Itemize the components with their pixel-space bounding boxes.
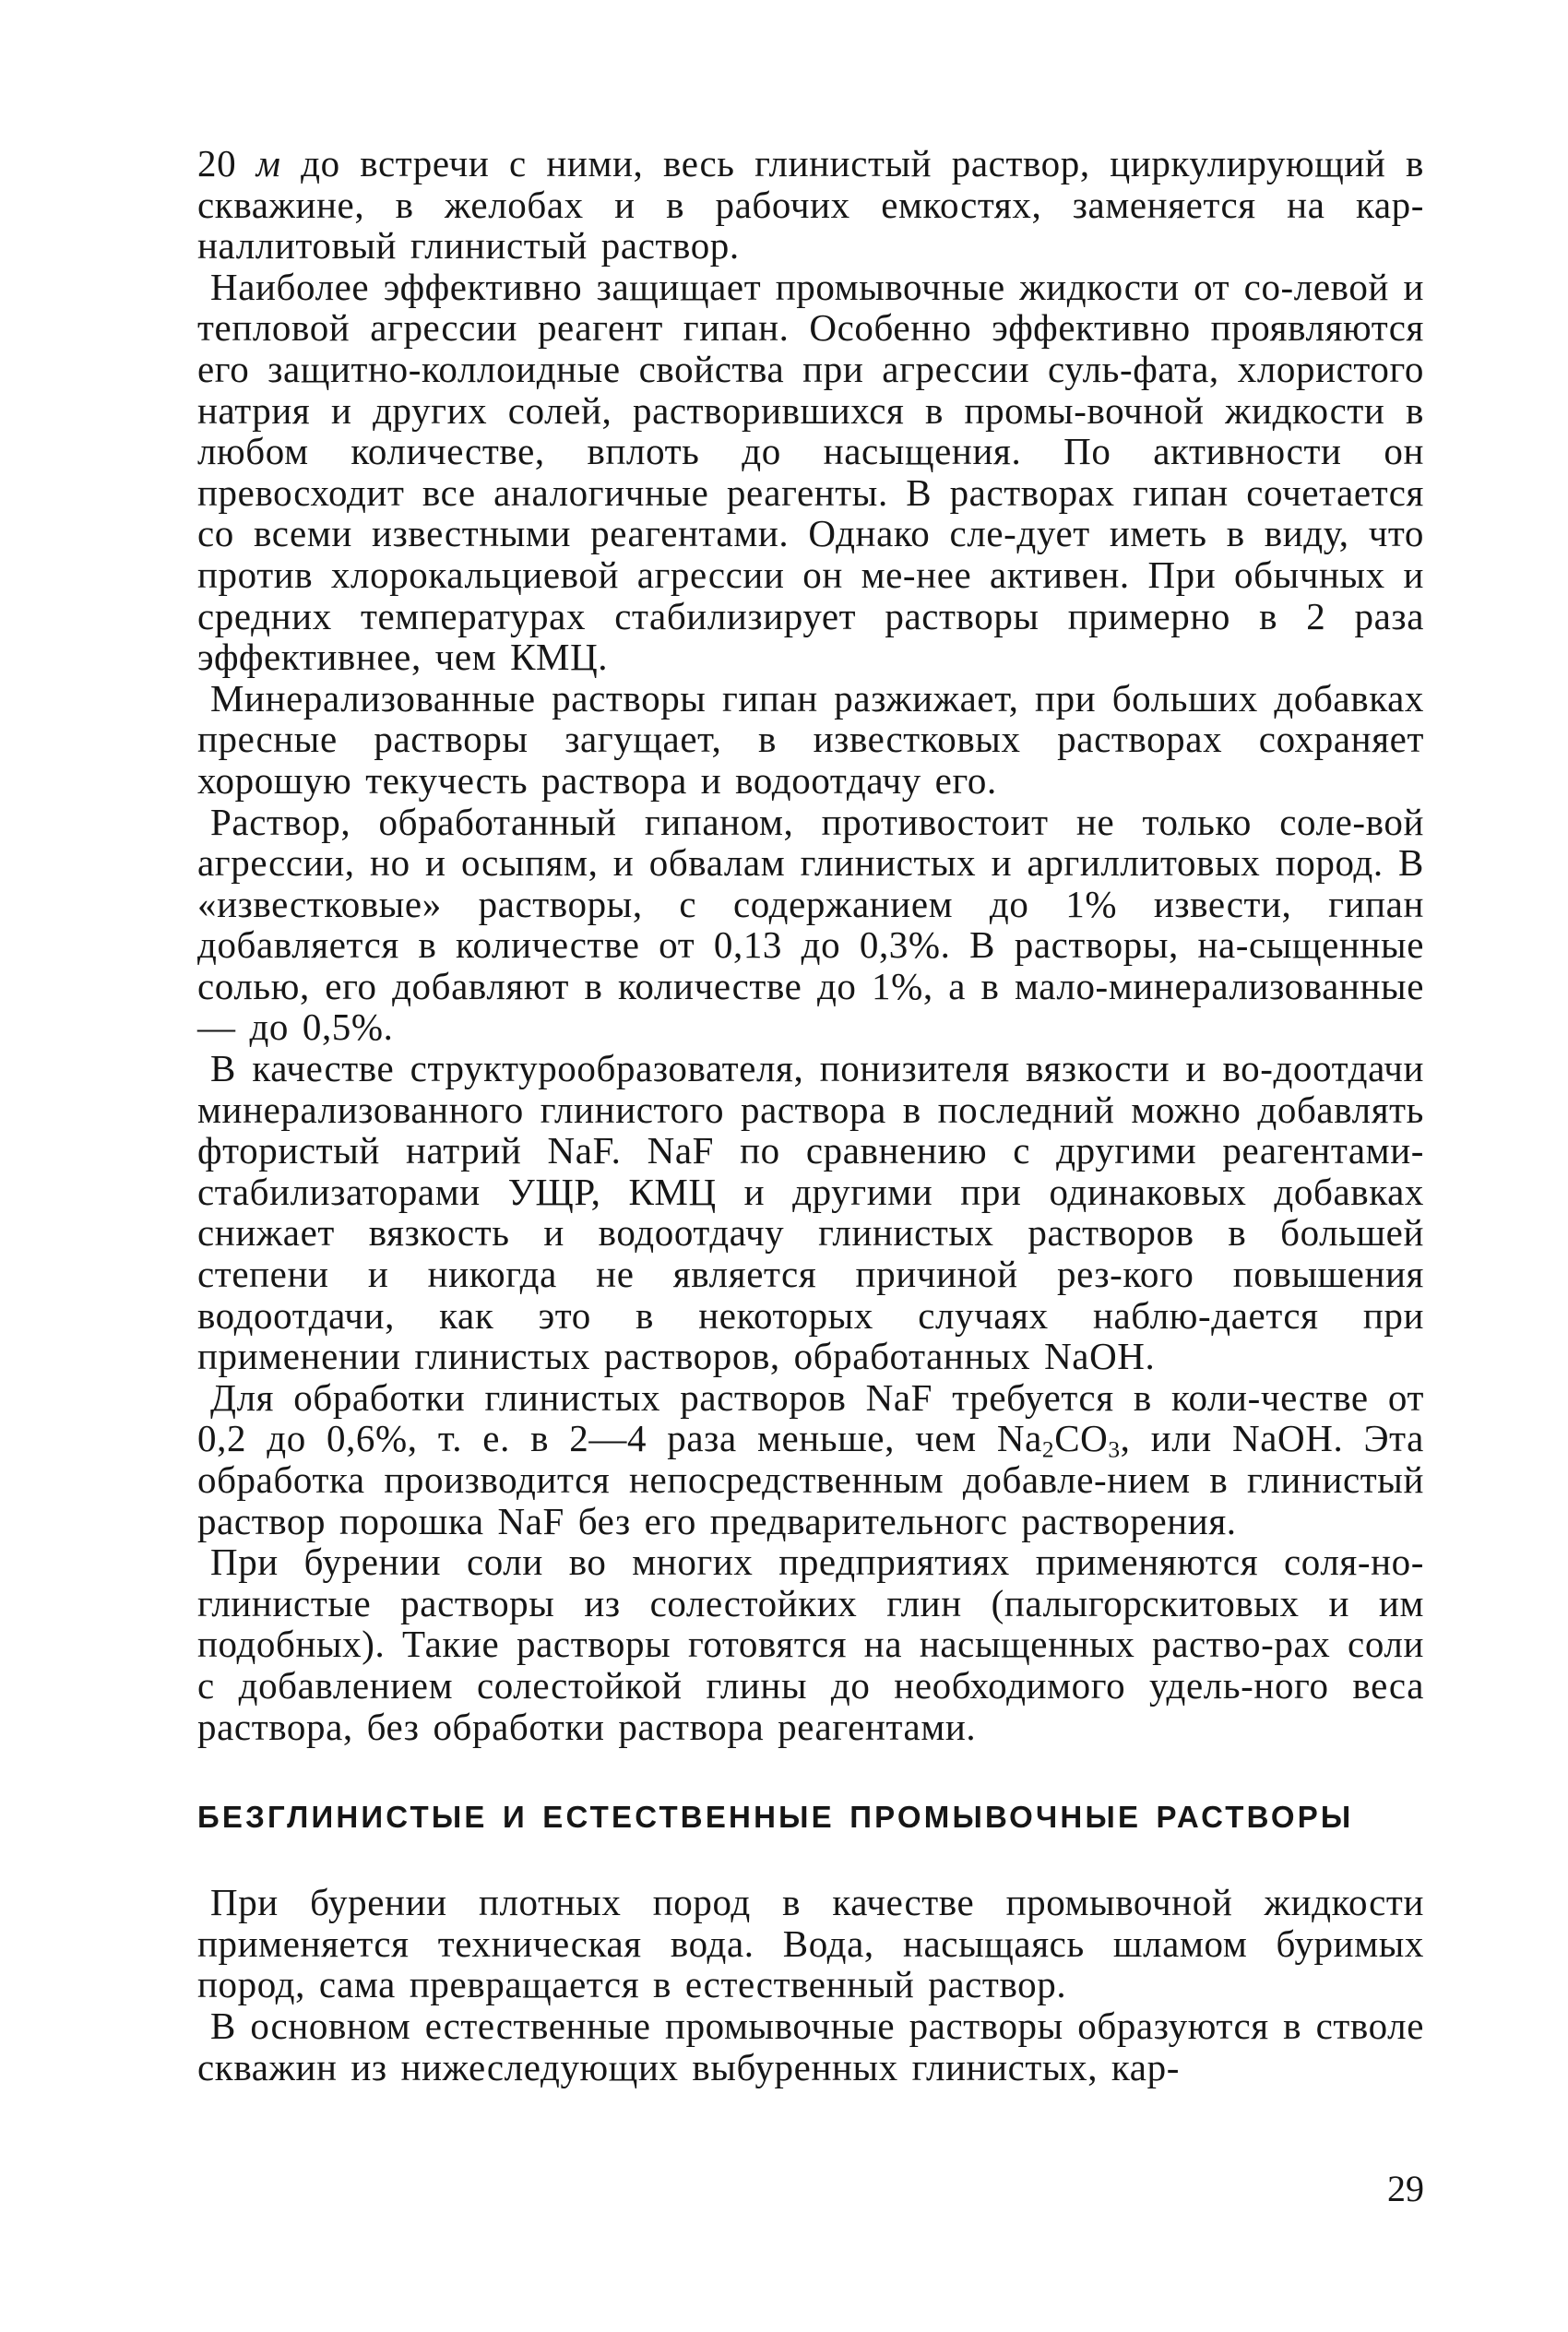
paragraph: [197, 1048, 1424, 1377]
page-body: [197, 143, 1424, 2088]
text-run: В основном естественные промывочные растворы образуются в стволе скважин из нижеследующих выбуренных глинистых, кар-: [197, 2004, 1424, 2088]
text-run: Для обработки глинистых растворов NaF требуется в коли-честве от 0,2 до 0,6%, т. е. в 2—4 раза меньше, чем Na: [197, 1375, 1424, 1460]
text-run: 20: [197, 142, 256, 184]
paragraph: [197, 2005, 1424, 2088]
text-run: БЕЗГЛИНИСТЫЕ И ЕСТЕСТВЕННЫЕ ПРОМЫВОЧНЫЕ РАСТВОРЫ: [197, 1800, 1354, 1835]
text-run: В качестве структурообразователя, понизителя вязкости и во-доотдачи минерализованного глинистого раствора в последний можно добавлять фтористый натрий NaF. NaF по сравнению с другими реагентами-стабилизаторами УЩР, КМЦ и другими при одинаковых добавках снижает вязкость и водоотдачу глинистых растворов в большей степени и никогда не является причиной рез-кого повышения водоотдачи, как это в некоторых случаях наблю-дается при применении глинистых растворов, обработанных NaOH.: [197, 1047, 1424, 1378]
section-heading: [197, 1797, 1424, 1838]
text-run: , или NaOH. Эта обработка производится непосредственным добавле-нием в глинистый раствор порошка NaF без его предварительногс растворения.: [197, 1417, 1424, 1542]
text-run: При бурении плотных пород в качестве промывочной жидкости применяется техническая вода. Вода, насыщаясь шламом буримых пород, сама превращается в естественный раствор.: [197, 1881, 1424, 2006]
paragraph: [197, 267, 1424, 678]
paragraph: [197, 143, 1424, 267]
italic-text: м: [255, 142, 281, 184]
paragraph: [197, 1882, 1424, 2005]
paragraph: [197, 1541, 1424, 1747]
paragraph: [197, 678, 1424, 802]
text-run: Минерализованные растворы гипан разжижает, при больших добавках пресные растворы загущает, в известковых растворах сохраняет хорошую текучесть раствора и водоотдачу его.: [197, 676, 1424, 802]
text-run: Наиболее эффективно защищает промывочные жидкости от со-левой и тепловой агрессии реагент гипан. Особенно эффективно проявляются его защитно-коллоидные свойства при агрессии суль-фата, хлористого натрия и других солей, растворившихся в промы-вочной жидкости в любом количестве, вплоть до насыщения. По активности он превосходит все аналогичные реагенты. В растворах гипан сочетается со всеми известными реагентами. Однако сле-дует иметь в виду, что против хлорокальциевой агрессии он ме-нее активен. При обычных и средних температурах стабилизирует растворы примерно в 2 раза эффективнее, чем КМЦ.: [197, 265, 1424, 679]
text-run: CO: [1054, 1417, 1109, 1460]
text-run: При бурении соли во многих предприятиях применяются соля-но-глинистые растворы из солестойких глин (палыгорскитовых и им подобных). Такие растворы готовятся на насыщенных раство-рах соли с добавлением солестойкой глины до необходимого удель-ного веса раствора, без обработки раствора реагентами.: [197, 1541, 1424, 1748]
paragraph: [197, 802, 1424, 1049]
text-run: Раствор, обработанный гипаном, противостоит не только соле-вой агрессии, но и осыпям, и обвалам глинистых и аргиллитовых пород. В «известковые» растворы, с содержанием до 1% извести, гипан добавляется в количестве от 0,13 до 0,3%. В растворы, на-сыщенные солью, его добавляют в количестве до 1%, а в мало-минерализованные — до 0,5%.: [197, 800, 1424, 1049]
text-run: до встречи с ними, весь глинистый раствор, циркулирующий в скважине, в желобах и в рабочих емкостях, заменяется на кар-наллитовый глинистый раствор.: [197, 142, 1424, 268]
paragraph: [197, 1377, 1424, 1541]
page-number: 29: [1387, 2168, 1424, 2209]
subscript: 2: [1041, 1436, 1055, 1463]
subscript: 3: [1108, 1436, 1121, 1463]
